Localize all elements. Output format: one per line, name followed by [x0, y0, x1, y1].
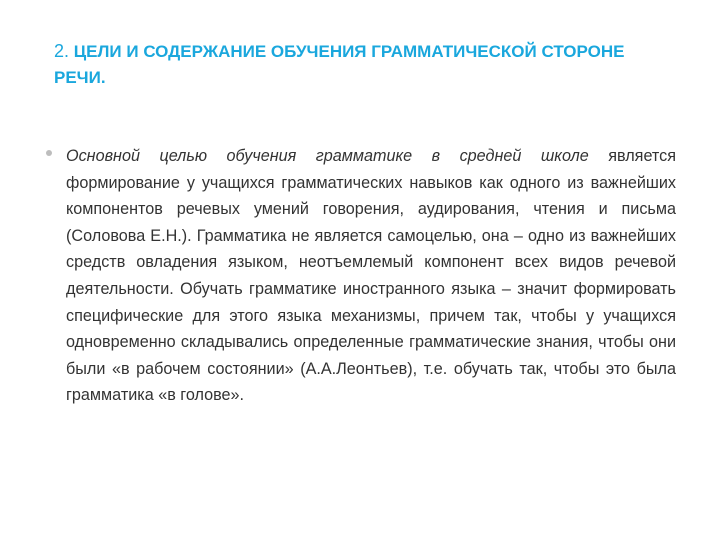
slide-title [54, 38, 654, 91]
bullet-dot [46, 150, 52, 156]
bullet-paragraph [66, 143, 676, 409]
title-text: ЦЕЛИ И СОДЕРЖАНИЕ ОБУЧЕНИЯ ГРАММАТИЧЕСКОЙ СТОРОНЕ РЕЧИ. [54, 42, 625, 87]
title-number: 2. [54, 41, 70, 61]
bullet-body-text: является формирование у учащихся грамматических навыков как одного из важнейших компонентов речевых умений говорения, аудирования, чтения и письма (Соловова Е.Н.). Грамматика не является самоцелью, она – одно из важнейших средств овладения языком, неотъемлемый компонент всех видов речевой деятельности. Обучать грамматике иностранного языка – значит формировать специфические для этого языка механизмы, причем так, чтобы у учащихся одновременно складывались определенные грамматические знания, чтобы они были «в рабочем состоянии» (А.А.Леонтьев), т.е. обучать так, чтобы это была грамматика «в голове». [66, 147, 677, 405]
bullet-italic-lead: Основной целью обучения грамматике в средней школе [66, 147, 589, 165]
